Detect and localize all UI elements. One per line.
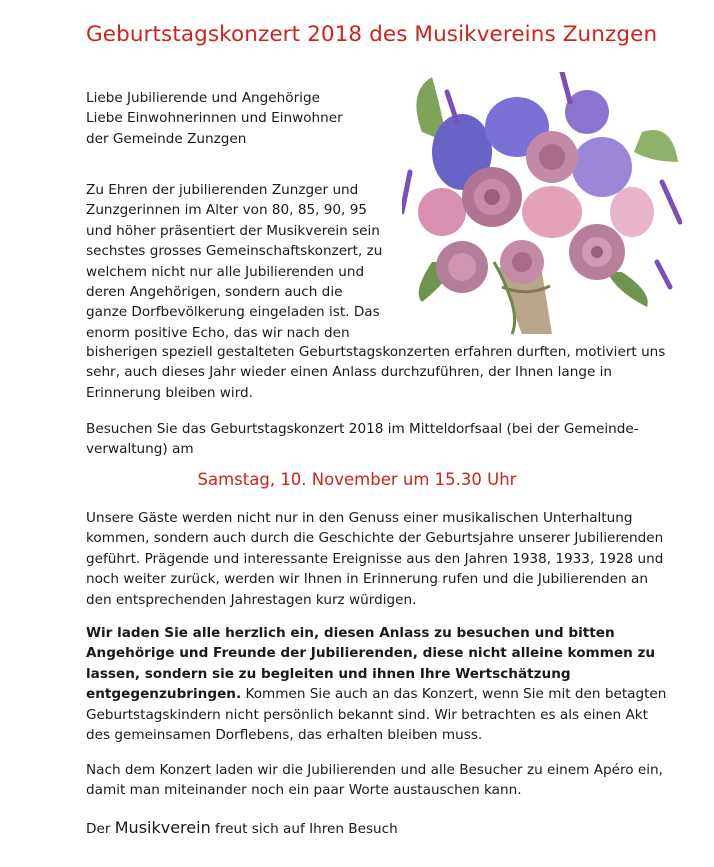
- closing-pre: Der: [86, 821, 115, 837]
- guests-paragraph: Unsere Gäste werden nicht nur in den Genuss einer musikalischen Unterhaltung kommen, sondern auch durch die Geschichte der Geburtsjahre unserer Jubilierenden geführt. Prägende und interessante Ereignisse aus den Jahren 1938, 1933, 1928 und noch weiter zurück, werden wir Ihnen in Erinnerung rufen und die Jubilierenden an den entsprechenden Jahrestagen kurz würdigen.: [86, 510, 664, 608]
- closing-name: Musikverein: [114, 818, 211, 837]
- intro-line: ganze Dorfbevölkerung eingeladen ist. Das: [86, 304, 380, 321]
- intro-continued: bisherigen speziell gestalteten Geburtstagskonzerten erfahren durften, motiviert uns sehr, auch dieses Jahr wieder einen Anlass durchzuführen, der Ihnen lange in Erinnerung bleiben wird.: [86, 344, 666, 401]
- greeting: [86, 88, 386, 149]
- greeting-line: der Gemeinde Zunzgen: [86, 130, 247, 147]
- intro-line: enorm positive Echo, das wir nach den: [86, 324, 350, 341]
- closing-line: [86, 818, 666, 839]
- intro-line: Zunzgerinnen im Alter von 80, 85, 90, 95: [86, 202, 368, 219]
- event-date: Samstag, 10. November um 15.30 Uhr: [197, 470, 517, 489]
- apero-paragraph: Nach dem Konzert laden wir die Jubilierenden und alle Besucher zu einem Apéro ein, damit man miteinander noch ein paar Worte austauschen kann.: [86, 762, 663, 799]
- intro-line: und höher präsentiert der Musikverein sein: [86, 222, 380, 239]
- invite-text: Kommen Sie auch an das Konzert, wenn Sie mit den betagten Geburtstagskindern nicht persönlich bekannt sind. Wir betrachten es als einen Akt des gemeinsamen Dorflebens, das erhalten bleiben muss.: [86, 686, 667, 744]
- flower-bouquet-image: [402, 72, 682, 340]
- greeting-line: Liebe Einwohnerinnen und Einwohner: [86, 110, 343, 127]
- invite-paragraph: [86, 623, 676, 745]
- page-title: Geburtstagskonzert 2018 des Musikvereins Zunzgen: [86, 22, 658, 47]
- intro-line: Zu Ehren der jubilierenden Zunzger und: [86, 182, 359, 198]
- visit-paragraph: Besuchen Sie das Geburtstagskonzert 2018 im Mitteldorfsaal (bei der Gemeinde-verwaltung) am: [86, 421, 639, 458]
- intro-paragraph: [86, 180, 391, 343]
- intro-line: deren Angehörigen, sondern auch die: [86, 284, 343, 301]
- closing-post: freut sich auf Ihren Besuch: [210, 821, 398, 837]
- intro-line: sechstes grosses Gemeinschaftskonzert, zu: [86, 243, 383, 260]
- intro-line: welchem nicht nur alle Jubilierenden und: [86, 263, 365, 280]
- greeting-line: Liebe Jubilierende und Angehörige: [86, 90, 320, 106]
- invite-bold-text: Wir laden Sie alle herzlich ein, diesen Anlass zu besuchen und bitten Angehörige und Freunde der Jubilierenden, diese nicht alleine kommen zu lassen, sondern sie zu begleiten und ihnen Ihre Wertschätzung entgegenzubringen.: [86, 625, 656, 703]
